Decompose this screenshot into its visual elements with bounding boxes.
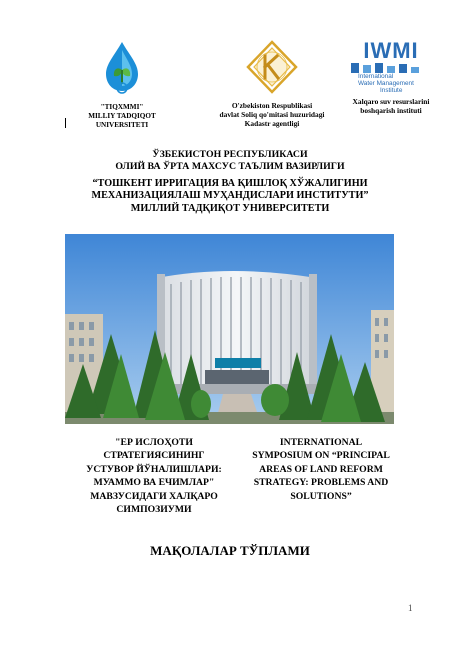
collection-title: МАҚОЛАЛАР ТЎПЛАМИ (150, 543, 310, 558)
kadastr-logo-block (192, 40, 352, 128)
margin-mark (65, 118, 66, 128)
water-drop-logo-icon (100, 40, 144, 96)
institute-line3: МИЛЛИЙ ТАДҚИҚОТ УНИВЕРСИТЕТИ (130, 202, 330, 214)
en-title-line5: SOLUTIONS” (290, 490, 352, 502)
university-building-photo (65, 234, 394, 424)
uz-title-line1: "ЕР ИСЛОҲОТИ (115, 437, 193, 448)
uz-title-line3: УСТУВОР ЙЎНАЛИШЛАРИ: (86, 463, 222, 475)
en-title-line2: SYMPOSIUM ON “PRINCIPAL (252, 450, 390, 462)
institute-heading (0, 178, 460, 215)
en-title-line1: INTERNATIONAL (279, 437, 363, 448)
uz-title-line2: СТРАТЕГИЯСИНИНГ (103, 450, 205, 462)
en-title-line3: AREAS OF LAND REFORM (259, 463, 383, 475)
institute-line1: “ТОШКЕНТ ИРРИГАЦИЯ ВА ҚИШЛОҚ ХЎЖАЛИГИНИ (92, 178, 368, 189)
kadastr-caption-line3: Kadastr agentligi (244, 119, 300, 128)
page-number: 1 (408, 603, 413, 613)
kadastr-caption-line2: davlat Soliq qo'mitasi huzuridagi (219, 110, 325, 119)
iwmi-sub-line3: Institute (380, 87, 403, 94)
uz-title-line5: МАВЗУСИДАГИ ХАЛҚАРО (90, 490, 218, 502)
kadastr-emblem-icon (244, 40, 300, 94)
iwmi-bars-icon (336, 63, 446, 73)
iwmi-caption-line2: boshqarish instituti (360, 106, 422, 115)
iwmi-wordmark: IWMI (363, 38, 419, 63)
ministry-line2: ОЛИЙ ВА ЎРТА МАХСУС ТАЪЛИМ ВАЗИРЛИГИ (115, 161, 345, 172)
symposium-title-en (246, 436, 396, 503)
iwmi-sub-line2: Water Management (358, 80, 414, 87)
kadastr-caption-line1: O'zbekiston Respublikasi (231, 101, 313, 110)
ministry-line1: ЎЗБЕКИСТОН РЕСПУБЛИКАСИ (152, 149, 308, 160)
iwmi-sub-line1: International (358, 73, 394, 80)
iwmi-caption-line1: Xalqaro suv resurslarini (352, 97, 430, 106)
en-title-line4: STRATEGY: PROBLEMS AND (253, 477, 389, 489)
tiqxmmi-caption-line2: MILLIY TADQIQOT UNIVERSITETI (88, 112, 156, 129)
tiqxmmi-caption-line1: "TIQXMMI" (100, 103, 144, 111)
symposium-title-uz (76, 436, 232, 516)
ministry-heading (0, 149, 460, 173)
uz-title-line6: СИМПОЗИУМИ (116, 504, 192, 516)
tiqxmmi-logo-block (62, 40, 182, 130)
uz-title-line4: МУАММО ВА ЕЧИМЛАР" (93, 477, 215, 489)
iwmi-logo-block (336, 40, 446, 115)
institute-line2: МЕХАНИЗАЦИЯЛАШ МУҲАНДИСЛАРИ ИНСТИТУТИ” (91, 190, 369, 202)
